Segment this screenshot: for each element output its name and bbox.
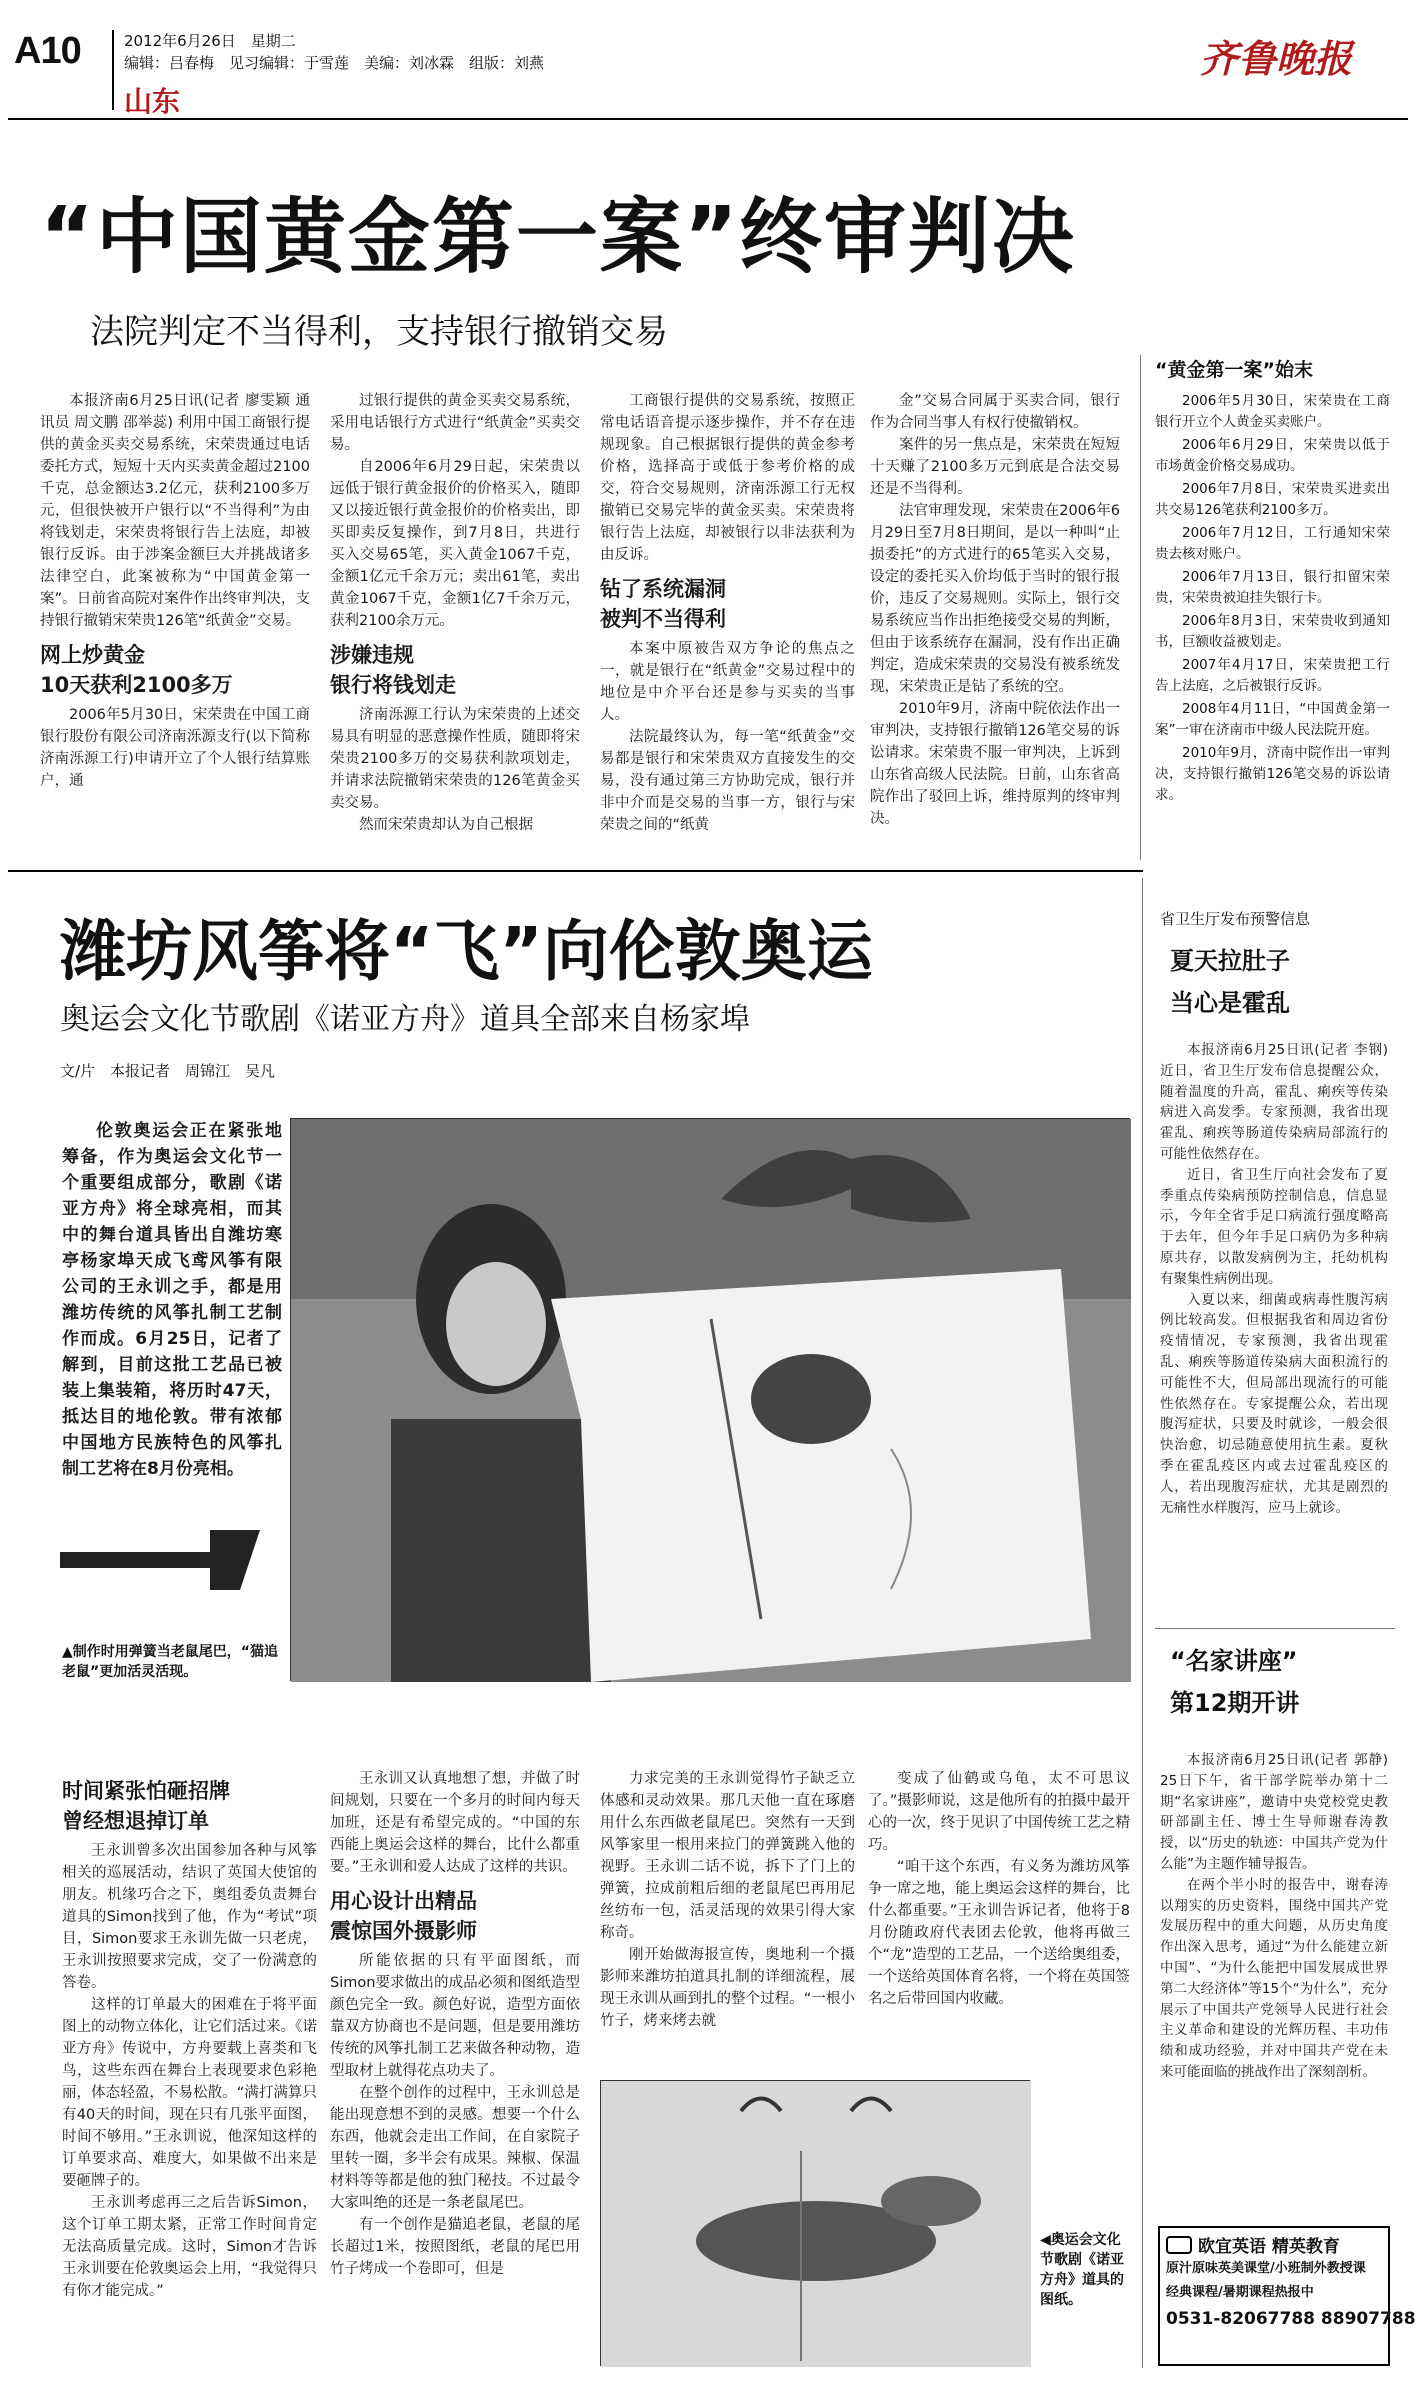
timeline-item: 2006年7月12日，工行通知宋荣贵去核对账户。 <box>1155 525 1390 562</box>
story1-lead: 本报济南6月25日讯(记者 廖雯颖 通讯员 周文鹏 邵举蕊) 利用中国工商银行提供的黄金买卖交易系统，宋荣贵通过电话委托方式，短短十天内买卖黄金超过2100千克，总金额达3.2亿元，获利2100多万元，但很快被开户银行以“不当得利”为由将钱划走，宋荣贵将银行告上法庭，却被银行反诉。由于涉案金额巨大并挑战诸多法律空白，此案被称为“中国黄金第一案”。日前省高院对案件作出终审判决，支持银行撤销宋荣贵126笔“纸黄金”交易。 <box>40 393 310 629</box>
story1-column-3 <box>600 390 855 860</box>
story2-subtitle-1: 时间紧张怕砸招牌 曾经想退掉订单 <box>62 1779 230 1833</box>
kite-lead <box>62 1118 282 1479</box>
caption-blueprint: ◀奥运会文化节歌剧《诺亚方舟》道具的图纸。 <box>1040 2232 1124 2308</box>
story2-paragraph: 在整个创作的过程中，王永训总是能出现意想不到的灵感。想要一个什么东西，他就会走出工作间，在自家院子里转一圈，多半会有成果。辣椒、保温材料等等都是他的独门秘技。不过最令大家叫绝的还是一条老鼠尾巴。 <box>330 2085 580 2211</box>
story1-paragraph: 2006年5月30日，宋荣贵在中国工商银行股份有限公司济南泺源支行(以下简称济南泺源工行)申请开立了个人银行结算账户，通 <box>40 707 310 789</box>
story1-column-4 <box>870 390 1120 860</box>
english-school-ad[interactable] <box>1158 2226 1416 2366</box>
timeline-item: 2006年5月30日，宋荣贵在工商银行开立个人黄金买卖账户。 <box>1155 393 1390 430</box>
story1-paragraph: 过银行提供的黄金买卖交易系统，采用电话银行方式进行“纸黄金”买卖交易。 <box>330 393 580 453</box>
ad-logo-icon <box>1166 2236 1192 2254</box>
story2-paragraph: 这样的订单最大的困难在于将平面图上的动物立体化，让它们活过来。《诺亚方舟》传说中，方舟要载上喜类和飞鸟，这些东西在舞台上表现要求色彩艳丽，体态轻盈，不易松散。“满打满算只有40天的时间，现在只有几张平面图，时间不够用。”王永训说，他深知这样的订单要求高、难度大，如果做不出来是要砸牌子的。 <box>62 1997 317 2189</box>
subhead-kite: 奥运会文化节歌剧《诺亚方舟》道具全部来自杨家埠 <box>60 1002 750 1037</box>
editor-credits: 编辑：吕春梅 见习编辑：于雪莲 美编：刘冰霖 组版：刘燕 <box>124 54 545 72</box>
section-label: 山东 <box>124 85 181 118</box>
story1-paragraph: 金”交易合同属于买卖合同，银行作为合同当事人有权行使撤销权。 <box>870 393 1120 431</box>
timeline-item: 2006年6月29日，宋荣贵以低于市场黄金价格交易成功。 <box>1155 437 1390 474</box>
health-body <box>1160 1040 1388 1620</box>
ad-line: 原汁原味英美课堂/小班制外教授课 <box>1166 2261 1366 2276</box>
story2-column-4 <box>868 1768 1130 2068</box>
lecture-body <box>1160 1750 1388 2210</box>
story1-paragraph: 本案中原被告双方争论的焦点之一，就是银行在“纸黄金”交易过程中的地位是中介平台还是参与买卖的当事人。 <box>600 641 855 723</box>
timeline-item: 2008年4月11日，“中国黄金第一案”一审在济南市中级人民法院开庭。 <box>1155 701 1390 738</box>
story2-paragraph: 变成了仙鹤或乌龟，太不可思议了。”摄影师说，这是他所有的拍摄中最开心的一次，终于见识了中国传统工艺之精巧。 <box>868 1771 1130 1853</box>
story1-paragraph: 自2006年6月29日起，宋荣贵以远低于银行黄金报价的价格买入，随即又以接近银行黄金报价的价格卖出，即买即卖反复操作，到7月8日，共进行买入交易65笔，买入黄金1067千克，金额1亿元千余万元；卖出61笔，卖出黄金1067千克，金额1亿7千余万元，获利2100余万元。 <box>330 459 580 629</box>
health-paragraph: 近日，省卫生厅向社会发布了夏季重点传染病预防控制信息，信息显示，今年全省手足口病流行强度略高于去年，但今年手足口病仍为多种病原共存，以散发病例为主，托幼机构有聚集性病例出现。 <box>1160 1166 1388 1287</box>
masthead-logo: 齐鲁晚报 <box>1200 36 1353 81</box>
story2-column-2 <box>330 1768 580 2358</box>
health-paragraph: 本报济南6月25日讯(记者 李钢) 近日，省卫生厅发布信息提醒公众，随着温度的升高，霍乱、痢疾等传染病进入高发季。专家预测，我省出现霍乱、痢疾等肠道传染病局部流行的可能性依然存在。 <box>1160 1042 1388 1162</box>
health-headline: 夏天拉肚子 当心是霍乱 <box>1170 947 1290 1017</box>
story1-paragraph: 济南泺源工行认为宋荣贵的上述交易具有明显的恶意操作性质，随即将宋荣贵2100多万的交易获利款项划走，并请求法院撤销宋荣贵的126笔黄金买卖交易。 <box>330 707 580 811</box>
blueprint-photo <box>600 2080 1030 2366</box>
story2-column-3 <box>600 1768 855 2068</box>
timeline-item: 2006年7月13日，银行扣留宋荣贵，宋荣贵被迫挂失银行卡。 <box>1155 569 1390 606</box>
timeline-sidebar <box>1155 355 1390 808</box>
story1-subtitle-1: 网上炒黄金 10天获利2100多万 <box>40 643 233 697</box>
story2-paragraph: 王永训又认真地想了想，并做了时间规划，只要在一个多月的时间内每天加班，还是有希望完成的。“中国的东西能上奥运会这样的舞台，比什么都重要。”王永训和爱人达成了这样的共识。 <box>330 1771 580 1875</box>
timeline-title: “黄金第一案”始末 <box>1155 359 1313 381</box>
byline-kite: 文/片 本报记者 周锦江 吴凡 <box>60 1062 276 1080</box>
story1-subtitle-2: 涉嫌违规 银行将钱划走 <box>330 643 456 697</box>
lecture-headline: “名家讲座” 第12期开讲 <box>1170 1647 1300 1717</box>
story1-paragraph: 然而宋荣贵却认为自己根据 <box>359 817 533 833</box>
story1-paragraph: 工商银行提供的交易系统，按照正常电话语音提示逐步操作，并不存在违规现象。自己根据银行提供的黄金参考价格，选择高于或低于参考价格的成交，符合交易规则，济南泺源工行无权撤销已交易完毕的黄金买卖。宋荣贵将银行告上法庭，却被银行以非法获利为由反诉。 <box>600 393 855 563</box>
timeline-item: 2006年8月3日，宋荣贵收到通知书，巨额收益被划走。 <box>1155 613 1390 650</box>
ad-line: 经典课程/暑期课程热报中 <box>1166 2285 1314 2300</box>
story1-subtitle-3: 钻了系统漏洞 被判不当得利 <box>600 577 726 631</box>
timeline-item: 2007年4月17日，宋荣贵把工行告上法庭，之后被银行反诉。 <box>1155 657 1390 694</box>
ad-headline: 欧宜英语 精英教育 <box>1198 2237 1340 2257</box>
story1-column-1 <box>40 390 310 860</box>
quote-mark-icon <box>60 1530 260 1590</box>
page-number: A10 <box>14 30 81 72</box>
headline-kite: 潍坊风筝将“飞”向伦敦奥运 <box>60 913 873 990</box>
timeline-item: 2010年9月，济南中院作出一审判决，支持银行撤销126笔交易的诉讼请求。 <box>1155 745 1390 803</box>
kite-lead-text: 伦敦奥运会正在紧张地筹备，作为奥运会文化节一个重要组成部分，歌剧《诺亚方舟》将全球亮相，而其中的舞台道具皆出自潍坊寒亭杨家埠天成飞鸢风筝有限公司的王永训之手，都是用潍坊传统的风筝扎制工艺制作而成。6月25日，记者了解到，目前这批工艺品已被装上集装箱，将历时47天，抵达目的地伦敦。带有浓郁中国地方民族特色的风筝扎制工艺将在8月份亮相。 <box>62 1121 282 1479</box>
lecture-paragraph: 本报济南6月25日讯(记者 郭静) 25日下午，省干部学院举办第十二期“名家讲座”，邀请中央党校党史教研部副主任、博士生导师谢春涛教授，以“历史的轨迹：中国共产党为什么能”为主题作辅导报告。 <box>1160 1752 1388 1872</box>
story2-column-1 <box>62 1768 317 2358</box>
story1-paragraph: 法官审理发现，宋荣贵在2006年6月29日至7月8日期间，是以一种叫“止损委托”的方式进行的65笔买入交易，设定的委托买入价均低于当时的银行报价，违反了交易规则。实际上，银行交易系统应当作出拒绝接受交易的判断，但由于该系统存在漏洞，没有作出正确判定，造成宋荣贵的交易没有被系统发现，宋荣贵正是钻了系统的空。 <box>870 503 1120 695</box>
story2-paragraph: 王永训曾多次出国参加各种与风筝相关的巡展活动，结识了英国大使馆的朋友。机缘巧合之下，奥组委负责舞台道具的Simon找到了他，作为“考试”项目，Simon要求王永训先做一只老虎，王永训按照要求完成，交了一份满意的答卷。 <box>62 1843 317 1991</box>
issue-date: 2012年6月26日 星期二 <box>124 32 296 50</box>
story2-paragraph: “咱干这个东西，有义务为潍坊风筝争一席之地，能上奥运会这样的舞台，比什么都重要。”王永训告诉记者，他将于8月份随政府代表团去伦敦，他将再做三个“龙”造型的工艺品，一个送给奥组委，一个送给英国体育名将，一个将在英国签名之后带回国内收藏。 <box>868 1859 1130 2007</box>
timeline-list <box>1155 391 1390 806</box>
story2-paragraph: 刚开始做海报宣传，奥地利一个摄影师来潍坊拍道具扎制的详细流程，展现王永训从画到扎的整个过程。“一根小竹子，烤来烤去就 <box>600 1947 855 2029</box>
story1-column-2 <box>330 390 580 860</box>
timeline-item: 2006年7月8日，宋荣贵买进卖出共交易126笔获利2100多万。 <box>1155 481 1390 518</box>
story2-subtitle-2: 用心设计出精品 震惊国外摄影师 <box>330 1889 477 1943</box>
lecture-paragraph: 在两个半小时的报告中，谢春涛以翔实的历史资料，围绕中国共产党发展历程中的重大问题，从历史角度作出深入思考，通过“为什么能建立新中国”、“为什么能把中国发展成世界第二大经济体”等15个“为什么”，充分展示了中国共产党领导人民进行社会主义革命和建设的光辉历程、丰功伟绩和成功经验，并对中国共产党在未来可能面临的挑战作出了深刻剖析。 <box>1160 1876 1388 2080</box>
story2-paragraph: 力求完美的王永训觉得竹子缺乏立体感和灵动效果。那几天他一直在琢磨用什么东西做老鼠尾巴。突然有一天到风筝家里一根用来拉门的弹簧跳入他的视野。王永训二话不说，拆下了门上的弹簧，拉成前粗后细的老鼠尾巴再用尼丝纺布一包，活灵活现的效果引得大家称奇。 <box>600 1771 855 1941</box>
ad-phone[interactable]: 0531-82067788 88907788 <box>1166 2309 1416 2329</box>
story1-paragraph: 法院最终认为，每一笔“纸黄金”交易都是银行和宋荣贵双方直接发生的交易，没有通过第三方协助完成，银行并非中介而是交易的当事一方，银行与宋荣贵之间的“纸黄 <box>600 729 855 833</box>
subhead-gold-case: 法院判定不当得利，支持银行撤销交易 <box>90 312 668 352</box>
caption-mouse-tail: ▲制作时用弹簧当老鼠尾巴，“猫追老鼠”更加活灵活现。 <box>62 1644 278 1680</box>
story2-paragraph: 所能依据的只有平面图纸，而Simon要求做出的成品必须和图纸造型颜色完全一致。颜色好说，造型方面依靠双方协商也不是问题，但是要用潍坊传统的风筝扎制工艺来做各种动物，造型取材上就得花点功夫了。 <box>330 1953 580 2079</box>
health-paragraph: 入夏以来，细菌或病毒性腹泻病例比较高发。但根据我省和周边省份疫情情况，专家预测，我省出现霍乱、痢疾等肠道传染病大面积流行的可能性不大，但局部出现流行的可能性依然存在。专家提醒公众，若出现腹泻症状，只要及时就诊，一般会很快治愈，切忌随意使用抗生素。夏秋季在霍乱疫区内或去过霍乱疫区的人，若出现腹泻症状，尤其是剧烈的无痛性水样腹泻，应马上就诊。 <box>1160 1291 1388 1516</box>
story1-paragraph: 2010年9月，济南中院依法作出一审判决，支持银行撤销126笔交易的诉讼请求。宋荣贵不服一审判决，上诉到山东省高级人民法院。日前，山东省高院作出了驳回上诉，维持原判的终审判决。 <box>870 701 1120 827</box>
story2-paragraph: 王永训考虑再三之后告诉Simon，这个订单工期太紧，正常工作时间肯定无法高质量完成。这时，Simon才告诉王永训要在伦敦奥运会上用，“我觉得只有你才能完成。” <box>62 2195 317 2299</box>
health-kicker: 省卫生厅发布预警信息 <box>1160 910 1311 928</box>
story2-paragraph: 有一个创作是猫追老鼠，老鼠的尾长超过1米，按照图纸，老鼠的尾巴用竹子烤成一个卷即可，但是 <box>330 2217 580 2277</box>
headline-gold-case: “中国黄金第一案”终审判决 <box>40 190 1076 285</box>
story1-paragraph: 案件的另一焦点是，宋荣贵在短短十天赚了2100多万元到底是合法交易还是不当得利。 <box>870 437 1120 497</box>
kite-photo <box>290 1118 1130 1681</box>
